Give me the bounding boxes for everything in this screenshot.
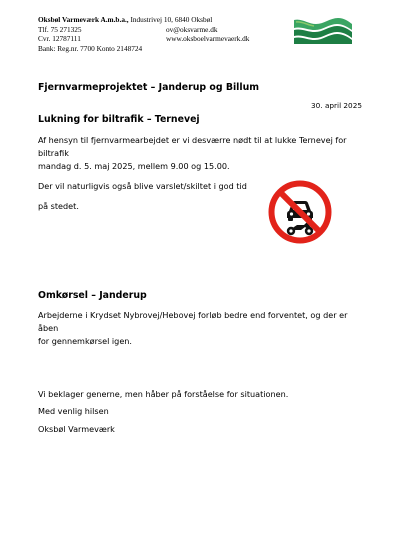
company-address: Industrivej 10, 6840 Oksbøl [128,15,213,24]
closure-line-2: mandag d. 5. maj 2025, mellem 9.00 og 15.00. [38,160,230,171]
closure-line-1: Af hensyn til fjernvarmearbejdet er vi desværre nødt til at lukke Ternevej for biltrafik [38,135,347,158]
company-phone: Tlf. 75 271325 [38,24,82,34]
company-logo [292,16,354,46]
company-email: ov@oksvarme.dk [166,24,218,34]
document-title: Fjernvarmeprojektet – Janderup og Billum [38,82,260,93]
company-name: Oksbøl Varmeværk A.m.b.a., [38,15,129,24]
section-heading-janderup: Omkørsel – Janderup [38,290,147,301]
section-heading-ternevej: Lukning for biltrafik – Ternevej [38,114,200,125]
detour-paragraph [38,309,368,347]
company-cvr: Cvr. 12787111 [38,34,81,44]
company-bank: Bank: Reg.nr. 7700 Konto 2148724 [38,43,143,53]
letterhead-line-2 [38,25,268,35]
letterhead-line-1 [38,15,268,25]
company-website: www.oksboelvarmevaerk.dk [166,34,250,44]
no-motor-vehicles-sign-icon [268,180,332,244]
notice-line-1: Der vil naturligvis også blive varslet/skiltet i god tid [38,181,247,191]
signature-text: Oksbøl Varmeværk [38,424,115,434]
closure-paragraph [38,134,368,172]
letterhead [38,15,268,53]
detour-line-2: for gennemkørsel igen. [38,335,132,346]
document-date: 30. april 2025 [311,101,362,110]
letterhead-line-3 [38,34,268,44]
detour-line-1: Arbejderne i Krydset Nybrovej/Hebovej forløb bedre end forventet, og der er åben [38,310,348,333]
apology-text: Vi beklager generne, men håber på forståelse for situationen. [38,389,289,399]
regards-text: Med venlig hilsen [38,406,109,416]
notice-line-2: på stedet. [38,201,79,211]
